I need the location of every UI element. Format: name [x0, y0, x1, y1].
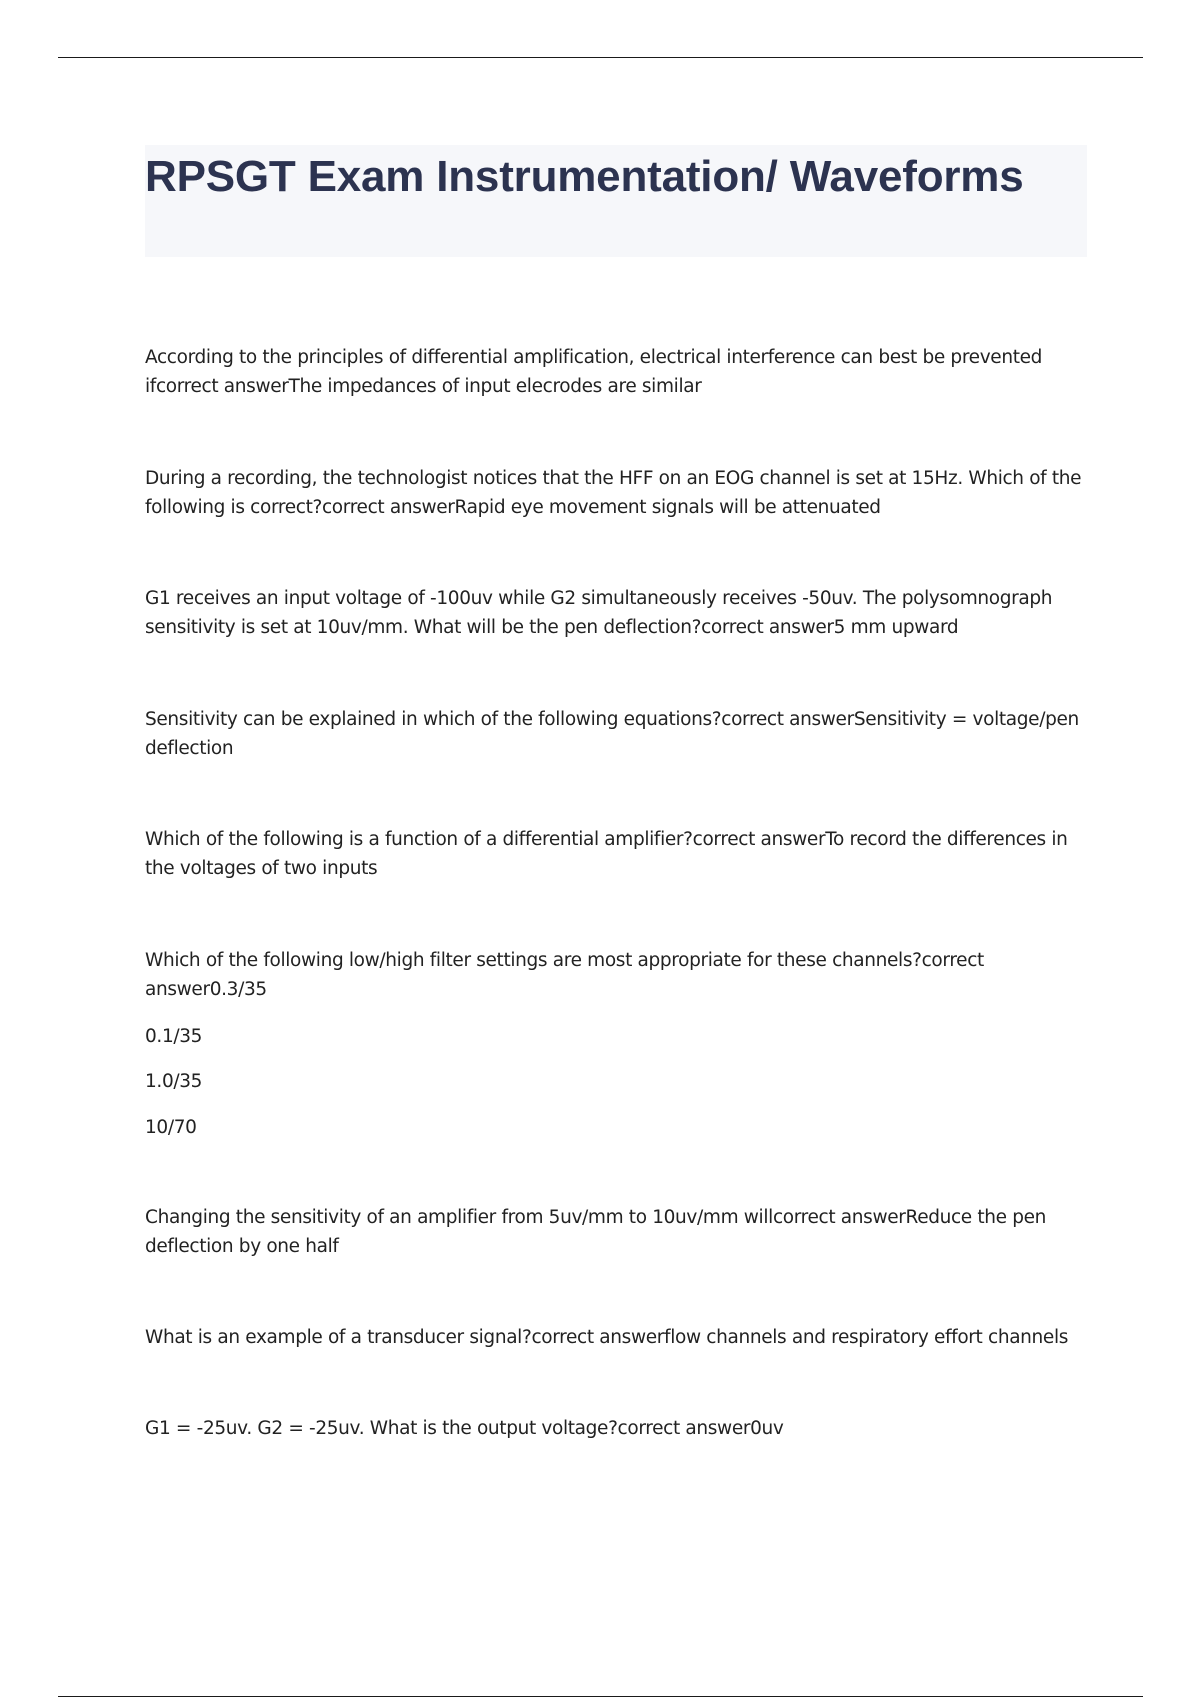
qa-item-9 — [145, 1414, 1087, 1443]
qa-item-1 — [145, 343, 1087, 401]
correct-answer-marker: correct answer — [721, 709, 854, 730]
answer-text: Sensitivity = voltage/pen deflection — [145, 709, 1079, 759]
question-text: Changing the sensitivity of an amplifier from 5uv/mm to 10uv/mm will — [145, 1207, 773, 1228]
question-text: What is an example of a transducer signal? — [145, 1327, 532, 1348]
question-text: Which of the following is a function of a differential amplifier? — [145, 829, 693, 850]
question-text: Sensitivity can be explained in which of the following equations? — [145, 709, 722, 730]
correct-answer-marker: correct answer — [617, 1418, 751, 1439]
document-title: RPSGT Exam Instrumentation/ Waveforms — [145, 152, 1024, 201]
question-text: During a recording, the technologist notices that the HFF on an EOG channel is set at 15Hz. Which of the following is correct? — [145, 468, 1082, 518]
correct-answer-marker: correct answer — [155, 376, 289, 397]
correct-answer-marker: correct answer — [772, 1207, 906, 1228]
answer-text: 5 mm upward — [833, 617, 959, 638]
question-text: G1 = -25uv. G2 = -25uv. What is the output voltage? — [145, 1418, 618, 1439]
qa-item-5 — [145, 825, 1087, 883]
answer-text: Reduce the pen deflection by one half — [145, 1207, 1047, 1257]
option-item: 0.1/35 — [145, 1026, 203, 1047]
correct-answer-marker: correct answer — [531, 1327, 665, 1348]
qa-item-6 — [145, 946, 1087, 1004]
correct-answer-marker: correct answer — [145, 950, 984, 1000]
qa-item-8 — [145, 1323, 1087, 1352]
qa-item-2 — [145, 464, 1087, 522]
answer-text: To record the differences in the voltages of two inputs — [145, 829, 1068, 879]
question-text: G1 receives an input voltage of -100uv while G2 simultaneously receives -50uv. The polysomnograph sensitivity is set at 10uv/mm. What will be the pen deflection? — [145, 588, 1053, 638]
option-item: 1.0/35 — [145, 1071, 203, 1092]
answer-text: 0uv — [750, 1418, 784, 1439]
correct-answer-marker: correct answer — [692, 829, 826, 850]
answer-text: 0.3/35 — [209, 979, 267, 1000]
question-text: Which of the following low/high filter settings are most appropriate for these channels? — [145, 950, 922, 971]
footer-rule — [58, 1696, 1143, 1697]
header-rule — [58, 57, 1143, 58]
qa-item-4 — [145, 705, 1087, 763]
correct-answer-marker: correct answer — [701, 617, 834, 638]
title-box — [145, 145, 1087, 257]
question-text: According to the principles of differential amplification, electrical interference can best be prevented if — [145, 347, 1043, 397]
correct-answer-marker: correct answer — [321, 497, 455, 518]
answer-text: flow channels and respiratory effort channels — [664, 1327, 1069, 1348]
option-item: 10/70 — [145, 1117, 197, 1138]
answer-text: The impedances of input elecrodes are similar — [288, 376, 702, 397]
qa-item-7 — [145, 1203, 1087, 1261]
qa-item-3 — [145, 584, 1087, 642]
answer-text: Rapid eye movement signals will be attenuated — [454, 497, 881, 518]
